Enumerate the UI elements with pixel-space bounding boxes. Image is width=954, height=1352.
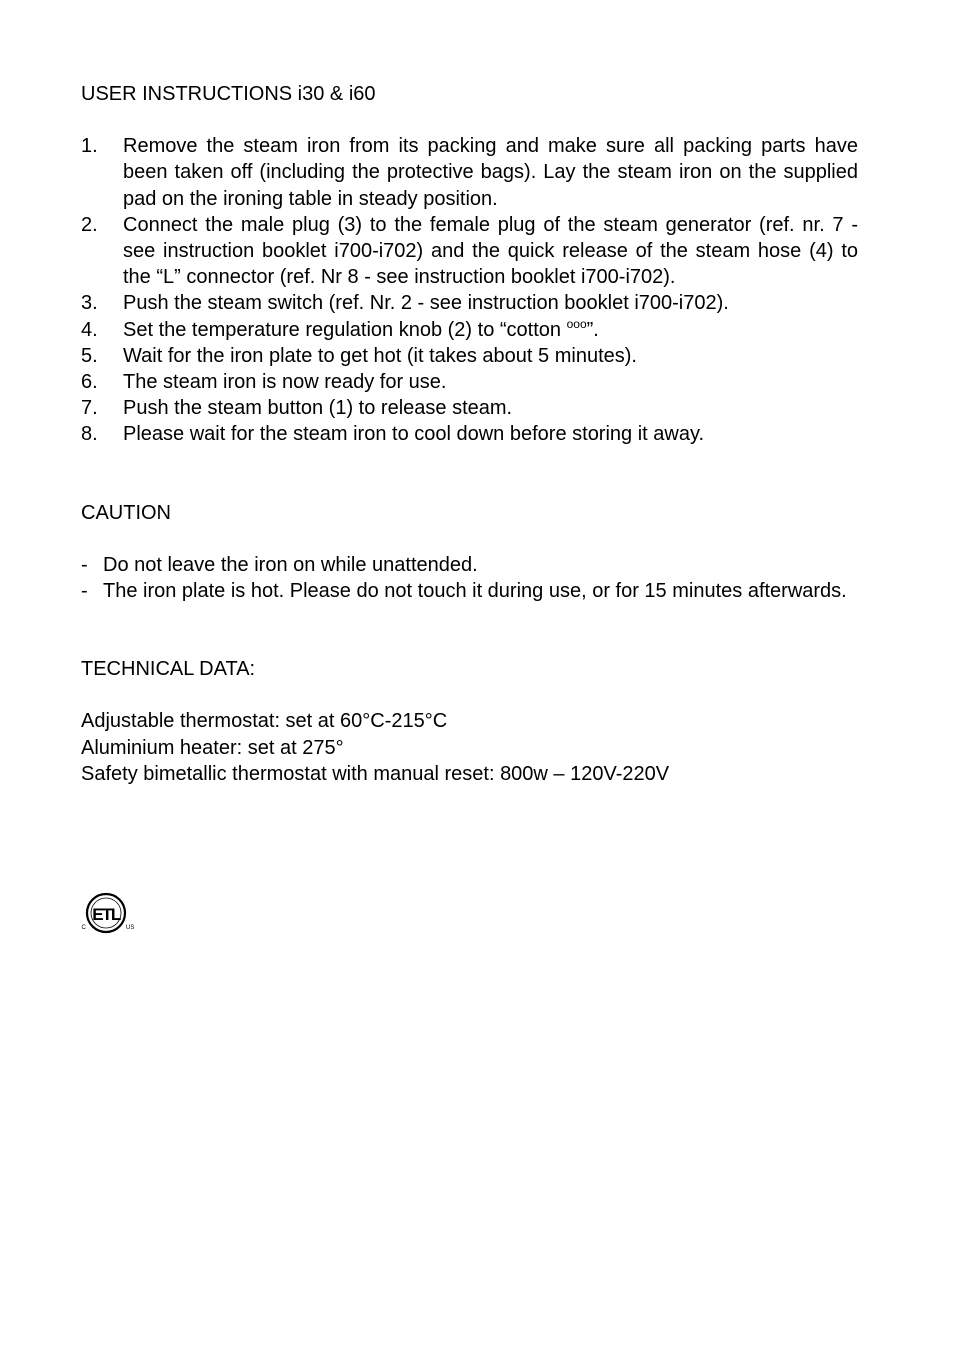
section-spacer [81,604,858,656]
step-text: Wait for the iron plate to get hot (it takes about 5 minutes). [123,344,637,367]
technical-data-line: Safety bimetallic thermostat with manual reset: 800w – 120V-220V [81,762,670,785]
instruction-step [81,369,858,395]
step-text: Connect the male plug (3) to the female plug of the steam generator (ref. nr. 7 - see instruction booklet i700-i702) and the quick release of the steam hose (4) to the “L” connector (ref. Nr 8 - see instruction booklet i700-i702). [123,213,858,289]
caution-item [81,578,858,604]
technical-data-title: TECHNICAL DATA: [81,658,256,681]
caution-text: The iron plate is hot. Please do not touch it during use, or for 15 minutes afterwards. [103,580,847,603]
caution-marker: - [81,580,88,603]
instruction-step [81,421,858,447]
step-superscript: ooo [566,316,587,331]
step-number: 1. [81,135,98,158]
step-number: 8. [81,423,98,446]
instruction-step [81,317,858,343]
instruction-step [81,212,858,291]
step-text-after: ”. [586,318,599,341]
step-number: 6. [81,371,98,394]
instruction-step [81,395,858,421]
caution-list [81,552,858,604]
etl-mark-text: ETL [92,905,120,924]
etl-left-text: C [81,925,86,931]
step-number: 7. [81,397,98,420]
caution-item [81,552,858,578]
step-text: Push the steam button (1) to release steam. [123,397,513,420]
technical-data-line: Adjustable thermostat: set at 60°C-215°C [81,710,448,733]
etl-listed-mark-icon [81,891,137,935]
section-spacer [81,448,858,500]
step-text [123,316,599,341]
caution-title: CAUTION [81,501,171,524]
caution-text: Do not leave the iron on while unattended. [103,553,478,576]
document-page [81,81,858,787]
step-text-before: Set the temperature regulation knob (2) to “cotton [123,318,567,341]
instruction-step [81,133,858,212]
step-number: 4. [81,318,98,341]
step-text: The steam iron is now ready for use. [123,371,447,394]
document-title: USER INSTRUCTIONS i30 & i60 [81,83,376,105]
step-number: 5. [81,344,98,367]
caution-marker: - [81,553,88,576]
instruction-step [81,343,858,369]
etl-right-text: US [126,925,135,931]
step-text: Please wait for the steam iron to cool down before storing it away. [123,423,705,446]
step-number: 3. [81,292,98,315]
step-number: 2. [81,213,98,236]
step-text: Push the steam switch (ref. Nr. 2 - see instruction booklet i700-i702). [123,292,729,315]
instruction-steps [81,133,858,447]
technical-data-line: Aluminium heater: set at 275° [81,736,344,759]
step-text: Remove the steam iron from its packing and make sure all packing parts have been taken off (including the protective bags). Lay the steam iron on the supplied pad on the ironing table in steady position. [123,135,858,210]
instruction-step [81,290,858,316]
technical-data-lines [81,708,858,787]
